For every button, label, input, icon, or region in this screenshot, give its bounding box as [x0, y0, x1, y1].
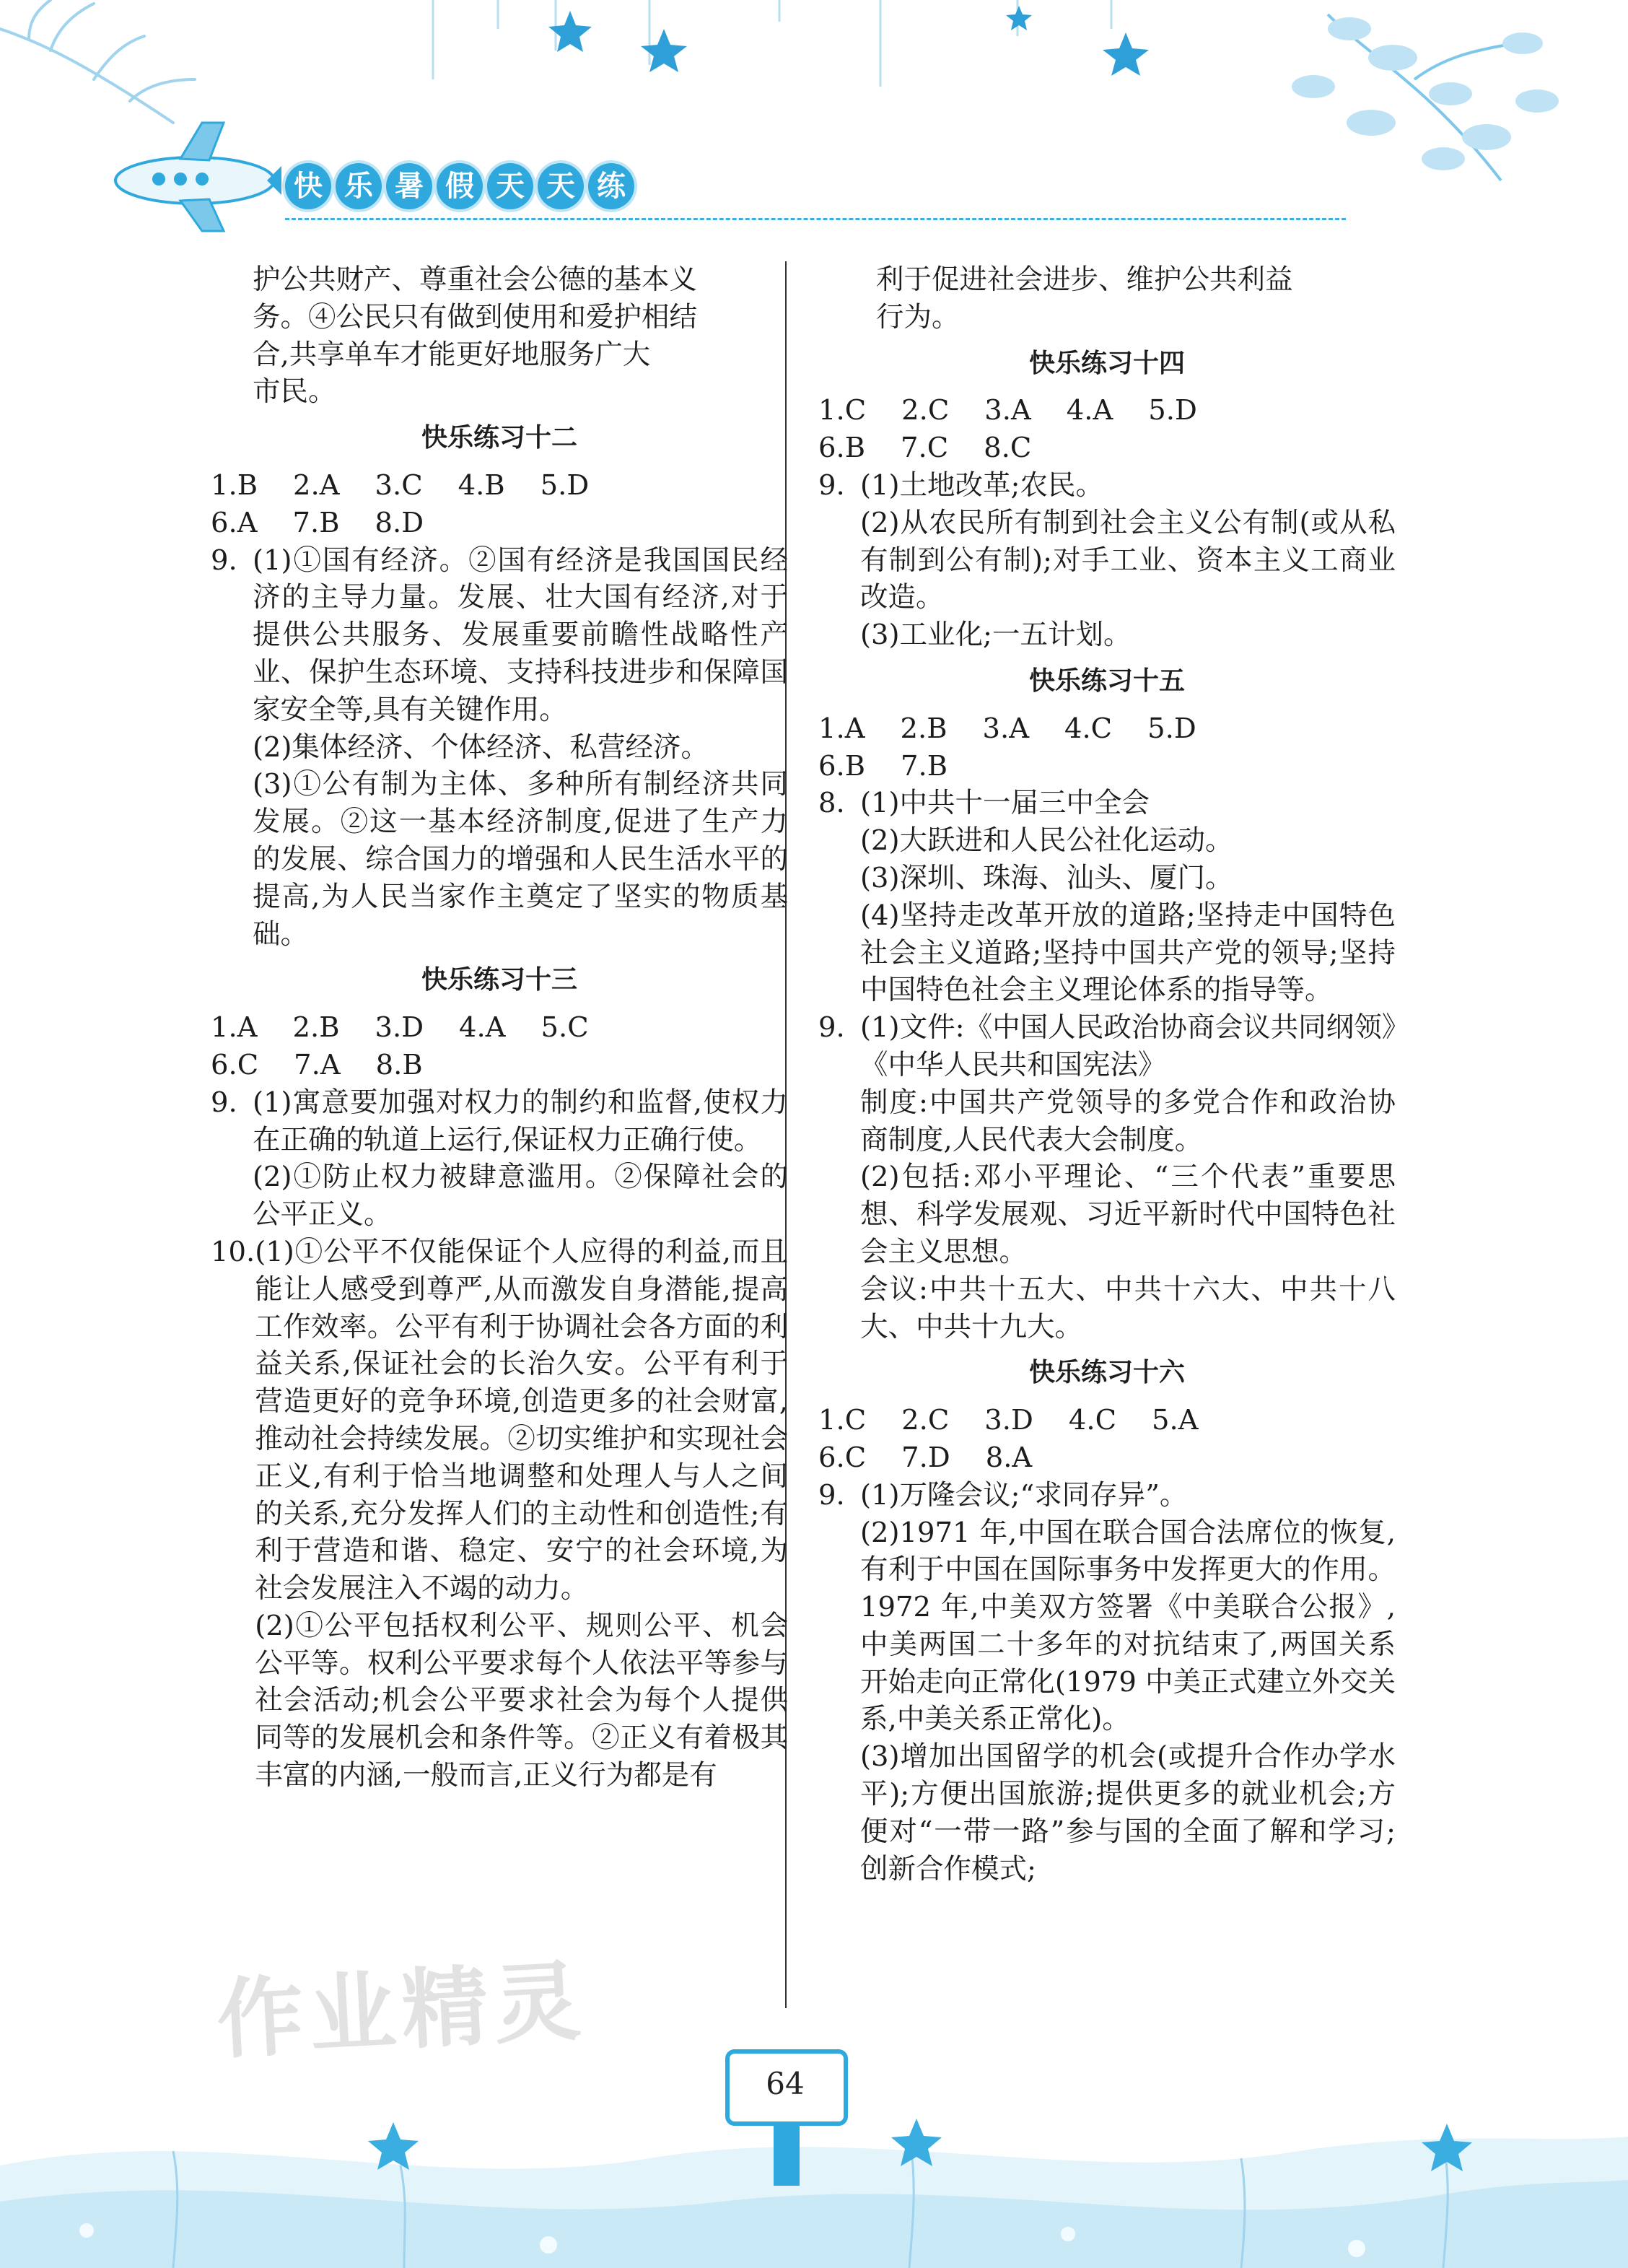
section-title: 快乐练习十六: [1028, 1358, 1185, 1388]
mc-answers: 6.C 7.A 8.B: [211, 1048, 423, 1081]
question-item: [818, 785, 1396, 1009]
answer-text: (2)①公平包括权利公平、规则公平、机会公平等。权利公平要求每个人依法平等参与社会活动;机会公平要求社会为每个人提供同等的发展机会和条件等。②正义有着极其丰富的内涵,一般而言,正义行为都是有: [255, 1609, 788, 1792]
mc-answers: 6.A 7.B 8.D: [211, 506, 424, 539]
header-title-char: 天: [487, 163, 533, 209]
header-title-char: 天: [538, 163, 584, 209]
mc-answers: 1.A 2.B 3.A 4.C 5.D: [818, 712, 1196, 745]
section-title: 快乐练习十三: [421, 965, 577, 995]
text-line: 护公共财产、尊重社会公德的基本义: [253, 263, 698, 296]
question-item: [818, 467, 1396, 654]
header-title-char: 快: [285, 163, 331, 209]
watermark: 作业精灵: [214, 1951, 589, 2072]
question-number: 10.: [211, 1235, 255, 1268]
answer-text: (3)深圳、珠海、汕头、厦门。: [860, 861, 1233, 894]
answer-text: (1)中共十一届三中全会: [860, 787, 1150, 820]
answer-text: (2)1971 年,中国在联合国合法席位的恢复,有利于中国在国际事务中发挥更大的作用。1972 年,中美双方签署《中美联合公报》,中美两国二十多年的对抗结束了,两国关系开始走向正常化(1979 中美正式建立外交关系,中美关系正常化)。: [860, 1516, 1396, 1736]
text-line: 行为。: [876, 300, 960, 333]
answer-text: 会议:中共十五大、中共十六大、中共十八大、中共十九大。: [860, 1273, 1396, 1343]
header-title: [285, 163, 634, 214]
question-number: 9.: [211, 544, 237, 577]
answer-text: 制度:中国共产党领导的多党合作和政治协商制度,人民代表大会制度。: [860, 1086, 1396, 1156]
text-line: 务。④公民只有做到使用和爱护相结: [253, 300, 698, 333]
answer-text: (4)坚持走改革开放的道路;坚持走中国特色社会主义道路;坚持中国共产党的领导;坚持中国特色社会主义理论体系的指导等。: [860, 899, 1396, 1007]
question-item: [818, 1477, 1396, 1888]
mc-answers: 1.C 2.C 3.D 4.C 5.A: [818, 1404, 1199, 1437]
section-title: 快乐练习十四: [1028, 348, 1185, 378]
continued-answer: [818, 261, 1396, 336]
mc-answers: 6.B 7.B: [818, 749, 948, 782]
question-item: [818, 1009, 1396, 1345]
answer-text: (2)大跃进和人民公社化运动。: [860, 824, 1233, 858]
answer-text: (3)①公有制为主体、多种所有制经济共同发展。②这一基本经济制度,促进了生产力的发展、综合国力的增强和人民生活水平的提高,为人民当家作主奠定了坚实的物质基础。: [253, 768, 788, 951]
answer-text: (3)增加出国留学的机会(或提升合作办学水平);方便出国旅游;提供更多的就业机会;方便对“一带一路”参与国的全面了解和学习;创新合作模式;: [860, 1740, 1396, 1885]
question-item: [211, 1234, 788, 1794]
answer-text: (1)寓意要加强对权力的制约和监督,使权力在正确的轨道上运行,保证权力正确行使。: [253, 1086, 788, 1156]
answer-text: (1)万隆会议;“求同存异”。: [860, 1478, 1188, 1512]
mc-answers: 1.B 2.A 3.C 4.B 5.D: [211, 468, 590, 502]
hanging-stars-decoration: [404, 0, 1198, 130]
header-title-char: 乐: [336, 163, 382, 209]
answer-text: (2)从农民所有制到社会主义公有制(或从私有制到公有制);对手工业、资本主义工商业改造。: [860, 506, 1396, 614]
leaf-branch-decoration: [1285, 0, 1573, 195]
continued-answer: [211, 261, 788, 411]
answer-text: (2)集体经济、个体经济、私营经济。: [253, 730, 709, 764]
header-divider: [285, 218, 1346, 220]
question-number: 8.: [818, 787, 845, 820]
text-line: 合,共享单车才能更好地服务广大: [253, 338, 651, 371]
answer-text: (1)①公平不仅能保证个人应得的利益,而且能让人感受到尊严,从而激发自身潜能,提高工作效率。公平有利于协调社会各方面的利益关系,保证社会的长治久安。公平有利于营造更好的竞争环境,创造更多的社会财富,推动社会持续发展。②切实维护和实现社会正义,有利于恰当地调整和处理人与人之间的关系,充分发挥人们的主动性和创造性;有利于营造和谐、稳定、安宁的社会环境,为社会发展注入不竭的动力。: [255, 1235, 788, 1605]
question-item: [211, 1084, 788, 1234]
question-item: [211, 542, 788, 954]
airplane-illustration: [108, 115, 281, 238]
answer-text: (1)①国有经济。②国有经济是我国国民经济的主导力量。发展、壮大国有经济,对于提供公共服务、发展重要前瞻性战略性产业、保护生态环境、支持科技进步和保障国家安全等,具有关键作用。: [253, 544, 788, 726]
question-number: 9.: [818, 468, 845, 502]
answer-text: (2)①防止权力被肆意滥用。②保障社会的公平正义。: [253, 1161, 788, 1231]
header-title-char: 假: [437, 163, 483, 209]
answer-text: (1)土地改革;农民。: [860, 468, 1104, 502]
text-line: 利于促进社会进步、维护公共利益: [876, 263, 1293, 296]
mc-answers: 1.A 2.B 3.D 4.A 5.C: [211, 1011, 589, 1044]
page-number: 64: [766, 2066, 805, 2101]
left-column: [211, 261, 788, 1794]
section-title: 快乐练习十五: [1028, 666, 1185, 696]
text-line: 市民。: [253, 375, 336, 409]
header-title-char: 练: [588, 163, 634, 209]
question-number: 9.: [818, 1478, 845, 1512]
mc-answers: 1.C 2.C 3.A 4.A 5.D: [818, 394, 1197, 427]
answer-text: (3)工业化;一五计划。: [860, 619, 1132, 652]
answer-text: (2)包括:邓小平理论、“三个代表”重要思想、科学发展观、习近平新时代中国特色社会主义思想。: [860, 1161, 1396, 1268]
right-column: [818, 261, 1396, 1888]
answer-text: (1)文件:《中国人民政治协商会议共同纲领》《中华人民共和国宪法》: [860, 1011, 1396, 1081]
mc-answers: 6.B 7.C 8.C: [818, 432, 1032, 465]
question-number: 9.: [818, 1011, 845, 1044]
section-title: 快乐练习十二: [421, 423, 577, 453]
question-number: 9.: [211, 1086, 237, 1119]
mc-answers: 6.C 7.D 8.A: [818, 1441, 1033, 1474]
header-title-char: 暑: [386, 163, 432, 209]
